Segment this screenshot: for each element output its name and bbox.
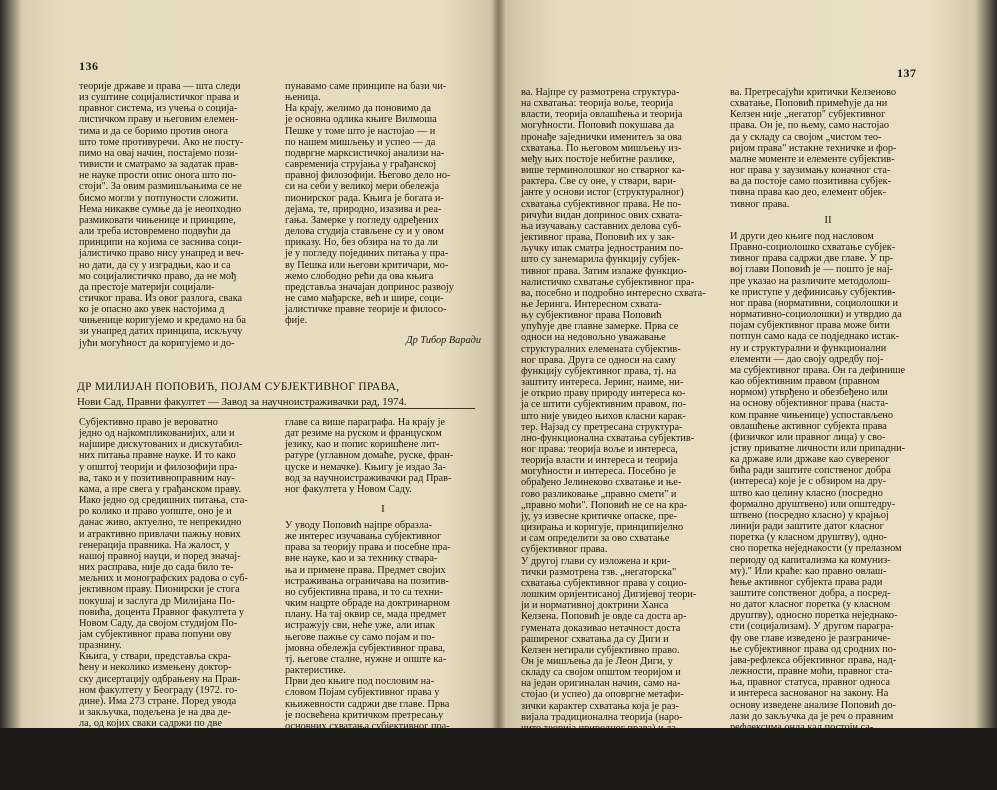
text-line: на један оригиналан начин, само на- — [521, 678, 681, 690]
text-line: ва. Најпре су размотрена структура- — [521, 87, 680, 98]
text-line: и интереса заснованог на закону. На — [730, 688, 889, 700]
text-line: савременија струјања у грађанској — [285, 159, 437, 171]
text-line: тер. Најзад су претресана структура- — [521, 421, 683, 433]
text-line: је открио праву природу интереса ко- — [521, 388, 686, 400]
text-line: Нема никакве сумње да је неопходно — [79, 203, 242, 215]
text-line: чињенице коригујемо и кредамо на ба — [79, 315, 246, 327]
text-line: да у складу са својом „чистом тео- — [730, 131, 882, 143]
text-line: дејама, те, природно, изазива и реа- — [285, 203, 442, 215]
text-line: пионирског рада. Књига је богата и- — [285, 192, 444, 204]
text-line: рефлексима онда кад постоји са- — [730, 721, 874, 733]
text-line: но дати, да су у изградњи, као и са — [79, 259, 231, 271]
text-line: цизирања и коригује, принципијелно — [521, 522, 684, 534]
text-line: малне моменте и елементе субјектив- — [730, 153, 895, 165]
text-line: ња изучавању саставних делова суб- — [521, 220, 682, 232]
text-line: них питања правне науке. И то како — [79, 450, 236, 462]
text-line: друштву), односно поретка неједнако- — [730, 610, 898, 622]
text-line: више терминолошког но стварног ка- — [521, 165, 685, 177]
text-line: ња и примене права. Предмет својих — [285, 564, 446, 576]
review-signature: Др Тибор Варади — [406, 335, 481, 346]
text-line: ну и структурални и функционални — [730, 342, 887, 354]
text-line: функцију субјективног права, тј. на — [521, 365, 677, 377]
text-line: зички карактер схватања која је раз- — [521, 700, 679, 712]
text-line: фу ове главе изведено је разграниче- — [730, 632, 891, 644]
text-line: истражују сви, неће уже, али ипак — [285, 620, 435, 632]
text-line: налистичко схватање субјективног пра- — [521, 276, 695, 288]
text-line: правној филозофији. Његово дело но- — [285, 170, 451, 182]
text-line: теорије државе и права — шта следи — [79, 81, 241, 92]
text-line: и сам определити за ово схватање — [521, 533, 670, 545]
text-line: ње Јеринга. Интересном схвата- — [521, 298, 662, 310]
text-line: је основна одлика књиге Вилмоша — [285, 114, 437, 126]
text-line: вој глави Поповић је — пошто је нај- — [730, 264, 893, 276]
section-numeral-ii: II — [824, 214, 832, 226]
text-line: тички размотрена тзв. „негаторска" — [521, 566, 677, 578]
text-line: формално друштвено) или општедру- — [730, 498, 896, 510]
text-line: Иако једно од средишних питања, ста- — [79, 495, 248, 507]
text-line: истраживања ограничава на позитив- — [285, 575, 449, 587]
left-column-2-bottom-a — [285, 417, 481, 497]
text-line: ња, правног статуса, правног односа — [730, 677, 890, 689]
text-line: схватање, Поповић примећује да ни — [730, 98, 888, 110]
text-line: У другој глави су изложена и кри- — [521, 555, 671, 567]
text-line: ву Пешка или његови критичари, мо- — [285, 259, 449, 271]
text-line: ључку ипак сматра једностраним по- — [521, 243, 684, 255]
text-line: тивног права садржи две главе. У пр- — [730, 253, 894, 265]
text-line: права. Он је, по њему, само настојао — [730, 120, 890, 132]
text-line: јективном праву. Пионирски је стога — [79, 584, 240, 596]
text-line: обрађено Јелинеково схватање и ње- — [521, 477, 682, 489]
text-line: сно поретка неједнакости (у прелазном — [730, 543, 902, 555]
text-line: гију (субјективна правна ситуација), — [521, 756, 681, 768]
text-line: лази до закључка да је реч о правним — [730, 710, 894, 722]
text-line: ном факултету у Београду (1972. го- — [79, 684, 238, 696]
text-line: гумената доказивао нетачност доста — [521, 622, 681, 634]
text-line: ва. Претресајући критички Келзеново — [730, 87, 897, 98]
text-line: потпун само када се подједнако истак- — [730, 331, 900, 343]
text-line: јективног права, Поповић их у зак- — [521, 232, 675, 244]
text-line: повића, доцента Правног факултета у — [79, 606, 245, 618]
text-line: на основу објективног права (наста- — [730, 398, 889, 410]
text-line: рактеристике. — [285, 665, 346, 677]
text-line: вијала традиционална теорија (наро- — [521, 711, 683, 723]
text-line: бисмо могли у потпуности сложити. — [79, 192, 239, 204]
text-line: Али да он, без обзира на терминоло- — [521, 745, 682, 757]
text-line: Келзена. Поповић је овде са доста ар- — [521, 611, 687, 623]
text-line: ке приступе у дефинисању субјектив- — [730, 286, 896, 298]
text-line: приказу. Но, без обзира на то да ли — [285, 237, 438, 249]
text-line: Књига, у ствари, представља скра- — [79, 651, 231, 663]
text-line: ла, од којих сваки садржи по две — [79, 718, 222, 730]
text-line: заштите сопственог добра, а посред- — [730, 588, 891, 599]
text-line: ног факултета у Новом Саду. — [285, 483, 412, 495]
text-line: Он је мишљења да је Леон Диги, у — [521, 655, 673, 667]
text-line: субјективног права. — [521, 544, 608, 556]
text-line: генерација правника. На жалост, у — [79, 539, 230, 551]
right-column-2-top — [730, 87, 926, 212]
text-line: јући могућност да коригујемо и до- — [79, 337, 235, 349]
text-line: жемо слободно рећи да ова књига — [285, 270, 434, 282]
text-line: правног система, из учења о соција- — [79, 103, 238, 115]
text-line: тивног права. Затим излаже функцио- — [521, 265, 687, 277]
text-line: ва, посебно и подробно интересно схвата- — [521, 287, 706, 299]
text-line: истакне идеју социјализације права. — [521, 734, 680, 746]
text-line: чким нацрте обраде на доктринарном — [285, 598, 450, 610]
text-line: лежности, правне моћи, правног ста- — [730, 666, 893, 678]
text-line: Субјективно право је вероватно — [79, 417, 218, 428]
text-line: ји и нормативној доктрини Ханса — [521, 600, 669, 612]
text-line: ног права: теорија воље и интереса, — [521, 444, 678, 455]
section-numeral-i: I — [381, 503, 385, 515]
text-line: једно од најкомпликованијих, али и — [79, 428, 235, 440]
text-line: тивна права као део, елемент објек- — [730, 187, 887, 199]
text-line: ријом права" истакне техничке и фор- — [730, 142, 897, 154]
text-line: и закључка, подељена је на два де- — [79, 707, 231, 719]
text-line: складу са својом општом теоријом и — [521, 667, 681, 679]
text-line: ћење активног субјекта права ради — [730, 576, 883, 588]
text-line: но субјективна права, и то са техни- — [285, 586, 443, 598]
text-line: нормативно-социолошки) и утврдио да — [730, 309, 902, 321]
text-line: ком правне чињенице) успостављено — [730, 409, 894, 421]
text-line: бића ради заштите сопственог добра — [730, 465, 891, 477]
text-line: штво као целину класно (посредно — [730, 487, 883, 499]
text-line: Пешке у томе што је настојао — и — [285, 125, 436, 137]
text-line: тј. његове сталне, нужне и опште ка- — [285, 653, 447, 665]
text-line: међу њих постоје небитне разлике, — [521, 153, 675, 165]
text-line: раширеног схватања да су Диги и — [521, 633, 669, 645]
left-column-2-bottom-b — [285, 520, 481, 732]
text-line: нашој правној науци, и поред значај- — [79, 550, 241, 562]
text-line: јмовна обележја субјективног права, — [285, 642, 446, 654]
text-line: делова студија стављене су и у овом — [285, 226, 444, 238]
text-line: ка државе или државе као сувереног — [730, 454, 890, 466]
text-line: чито теорија природног права) и да — [521, 722, 676, 734]
text-line: њеница. — [285, 92, 321, 104]
text-line: гања. Замерке у погледу одређених — [285, 214, 439, 226]
text-line: што су занемарила функцију субјек- — [521, 254, 681, 266]
text-line: власти, теорија овлашћења и теорија — [521, 109, 683, 121]
text-line: ња и сматра да је она део скупа суб- — [730, 766, 888, 778]
text-line: као објективним правом (правном — [730, 376, 880, 388]
text-line: по нашем мишљењу и успео — да — [285, 136, 436, 148]
text-line: стоји". За овим размишљањима се не — [79, 181, 242, 193]
text-line: ма субјективног права. Он га дефинише — [730, 364, 906, 376]
text-line: стојао (и успео) да оповргне метафи- — [521, 689, 684, 701]
text-line: принципи на којима се заснива соци- — [79, 237, 242, 249]
text-line: мо интерес без правног овлашћења. — [730, 733, 888, 745]
text-line: је посвећена критичком претресању — [285, 709, 444, 721]
text-line: На крају, желимо да поновимо да — [285, 103, 431, 115]
text-line: покушај и заслуга др Милијана По- — [79, 595, 235, 607]
text-line: њу субјективног права Поповић — [521, 310, 662, 322]
text-line: тивисти и сматрамо за задатак прав- — [79, 159, 239, 171]
text-line: И други део књиге под насловом — [730, 231, 874, 242]
text-line: заштиту интереса. Јеринг, наиме, ни- — [521, 377, 684, 389]
text-line: мо социјалистичко право, да не мођ — [79, 270, 237, 282]
text-line: ва да постоје само позитивна субјек- — [730, 176, 892, 188]
text-line: них расправа, није до сада било те- — [79, 562, 234, 574]
text-line: цуске и немачке). Књигу је издао За- — [285, 461, 446, 473]
text-line: же интерес изучавања субјективног — [285, 531, 442, 543]
text-line: Новом Саду, да својом студијом По- — [79, 617, 238, 629]
text-line: словом Појам субјективног права у — [285, 687, 440, 699]
text-line: му)." Или краће: као правно овлаш- — [730, 565, 887, 577]
text-line: плану. На тај оквир се, мада предмет — [285, 609, 447, 621]
text-line: лно-функционална схватања субјектив- — [521, 432, 695, 444]
text-line: у општој теорији и филозофији пра- — [79, 461, 238, 473]
text-line: не негира субјективно право као кате- — [521, 767, 688, 779]
text-line: рактера. Све су оне, у ствари, вари- — [521, 176, 677, 188]
text-line: (физичког или правног лица) у сво- — [730, 431, 886, 443]
text-line: јалистичко право нису унапред и веч- — [79, 248, 244, 260]
text-line: (интереса) које је с обзиром на дру- — [730, 476, 887, 488]
text-line: вод за научноистраживачки рад Прав- — [285, 472, 452, 484]
text-line: периоду од капитализма ка комуниз- — [730, 554, 891, 566]
text-line: мељних и монографских радова о суб- — [79, 573, 248, 585]
text-line: вне науке, као и за технику ствара- — [285, 553, 438, 565]
left-column-1-bottom — [79, 417, 276, 728]
text-line: празнину. — [79, 640, 122, 652]
text-line: данас живо, актуелно, те непрекидно — [79, 517, 242, 529]
text-line: ва, тако и у позитивноправним нау- — [79, 472, 235, 484]
text-line: основних схватања субјективног пра- — [285, 720, 450, 732]
signature-wrap — [285, 329, 481, 345]
text-line: не науке прости опис онога што по- — [79, 170, 237, 182]
text-line: гово разликовање „правно смети" и — [521, 488, 677, 500]
text-line: али треба истовремено подвући да — [79, 226, 231, 238]
text-line: јству приватне личности или припадни- — [730, 442, 906, 454]
text-line: линији ради заштите датог класног — [730, 521, 884, 533]
text-line: најшире дискутованих и дискутабил- — [79, 439, 243, 451]
text-line: кама, а пре свега у грађанском праву. — [79, 483, 242, 495]
text-line: пунавамо саме принципе на бази чи- — [285, 81, 447, 92]
text-line: његове пажње су само појам и по- — [285, 631, 435, 643]
text-line: Он не прихвата мишљење да је над- — [730, 744, 889, 756]
text-line: ја се штити субјективним правом, по- — [521, 399, 687, 411]
text-line: пре указао на различите методолош- — [730, 275, 891, 287]
text-line: подвргне марксистичкој анализи на- — [285, 147, 445, 159]
text-line: да престоје материји социјали- — [79, 281, 215, 293]
text-line: дат резиме на руском и француском — [285, 428, 442, 440]
text-line: пимо на овај начин, постајемо пози- — [79, 147, 238, 159]
text-line: Правно-социолошко схватање субјек- — [730, 242, 896, 254]
page-number-left: 136 — [79, 59, 99, 73]
text-line: Келзен није „негатор" субјективног — [730, 109, 886, 121]
text-line: но датог класног поретка (у класном — [730, 599, 891, 611]
text-line: ног права у заузимању коначног ста- — [730, 165, 891, 177]
text-line: горију и структуралне елементе пра- — [521, 778, 682, 790]
text-line: фије. — [285, 315, 308, 327]
text-line: права за теорију права и посебне пра- — [285, 542, 451, 554]
right-column-1 — [521, 87, 721, 790]
text-line: јам субјективног права попуни ову — [79, 628, 232, 640]
text-line: и атрактивно привлачи пажњу нових — [79, 528, 241, 540]
text-line: тима и да се боримо против онога — [79, 125, 228, 137]
text-line: ро колико и право уопште, оно је и — [79, 506, 232, 518]
text-line: могућности и интереса. Посебно је — [521, 466, 676, 478]
text-line: схватања. По његовом мишљењу из- — [521, 142, 682, 154]
left-column-1-top — [79, 81, 276, 361]
text-line: из суштине социјалистичког права и — [79, 92, 240, 104]
text-line: на схватања: теорија воље, теорија — [521, 98, 674, 110]
text-line: је у погледу појединих питања у пра- — [285, 248, 449, 260]
text-line: ње субјективног права од сродних по- — [730, 643, 897, 655]
text-line: јалистичке правне теорије и филосо- — [285, 304, 447, 316]
text-line: зи унапред датих принципа, искључу — [79, 326, 243, 338]
text-line: лежност нова врста правног овлашће- — [730, 755, 897, 767]
text-line: лошким оријентисаној Дигијевој теори- — [521, 589, 697, 601]
text-line: што није увидео њихов класни карак- — [521, 410, 686, 422]
review-publication: Нови Сад, Правни факултет — Завод за научноистраживачки рад, 1974. — [77, 396, 407, 408]
text-line: размиковати чињенице и принципе, — [79, 214, 236, 226]
text-line: јанте у основи истог (структуралног) — [521, 187, 684, 199]
text-line: упућује две главне замерке. Прва се — [521, 321, 679, 333]
text-line: ју, уз извесне критичке опаске, пре- — [521, 510, 678, 522]
text-line: листичком праву и његовим елемен- — [79, 114, 239, 126]
text-line: ричући видан допринос ових схвата- — [521, 209, 683, 221]
text-line: елементи — дао своју одредбу пој- — [730, 353, 884, 365]
text-line: Први део књиге под пословим на- — [285, 676, 435, 688]
text-line: ко је опасно ако увек настојима д — [79, 304, 225, 316]
text-line: си на себи у великој мери обележја — [285, 181, 440, 193]
text-line: поретка (у класном друштву), одно- — [730, 532, 888, 544]
left-column-2-top — [285, 81, 481, 331]
text-line: ратуре (углавном домаће, руске, фран- — [285, 450, 454, 462]
text-line: тивног права. — [730, 198, 790, 210]
text-line: што томе противуречи. Ако не посту- — [79, 136, 244, 148]
text-line: ног права (нормативни, социолошки и — [730, 297, 898, 309]
text-line: схватања субјективног права. Не по- — [521, 198, 682, 210]
text-line: дине). Има 273 стране. Поред увода — [79, 695, 237, 707]
text-line: књижевности садржи две главе. Прва — [285, 698, 450, 710]
text-line: У уводу Поповић најпре образла- — [285, 520, 433, 531]
right-column-2-bottom — [730, 231, 926, 778]
text-line: пронађе заједнички именитељ за ова — [521, 131, 682, 143]
review-heading: ДР МИЛИЈАН ПОПОВИЋ, ПОЈАМ СУБЈЕКТИВНОГ ПРАВА, — [77, 381, 400, 393]
text-line: главе са више параграфа. На крају је — [285, 417, 446, 428]
text-line: штвено (посредно класно) у крајњој — [730, 509, 889, 521]
book-spine — [492, 0, 506, 728]
text-line: структуралних елемената субјектив- — [521, 343, 681, 355]
text-line: не само мађарске, већ и шире, соци- — [285, 292, 444, 304]
text-line: односи на недовољно уважавање — [521, 332, 666, 344]
text-line: могућности. Поповић покушава да — [521, 120, 675, 132]
page-number-right: 137 — [897, 66, 917, 80]
text-line: основу изведене анализе Поповић до- — [730, 699, 896, 711]
text-line: појам субјективног права може бити — [730, 320, 890, 332]
text-line: јава-рефлекса објективног права, над- — [730, 654, 897, 666]
text-line: сти (социјализам). У другом парагра- — [730, 621, 894, 633]
text-line: „правно моћи". Поповић не се на кра- — [521, 499, 688, 511]
text-line: схватања субјективног права у социо- — [521, 577, 687, 589]
text-line: ног права. Друга се односи на саму — [521, 354, 676, 366]
text-line: језику, као и попис коришћене лит- — [285, 439, 440, 451]
text-line: нормом) утврђено и обезбеђено или — [730, 387, 888, 399]
text-line: теорија власти и интереса и теорија — [521, 455, 678, 467]
text-line: Келзен негирали субјективно право. — [521, 644, 680, 656]
text-line: стичког права. Из овог разлога, свака — [79, 292, 243, 304]
text-line: ћену и неколико измењену доктор- — [79, 662, 232, 674]
text-line: представља значајан допринос развоју — [285, 281, 454, 293]
heading-rule — [80, 408, 475, 409]
text-line: овлашћење активног субјекта права — [730, 420, 887, 432]
text-line: ску дисертацију одбрањену на Прав- — [79, 673, 241, 685]
